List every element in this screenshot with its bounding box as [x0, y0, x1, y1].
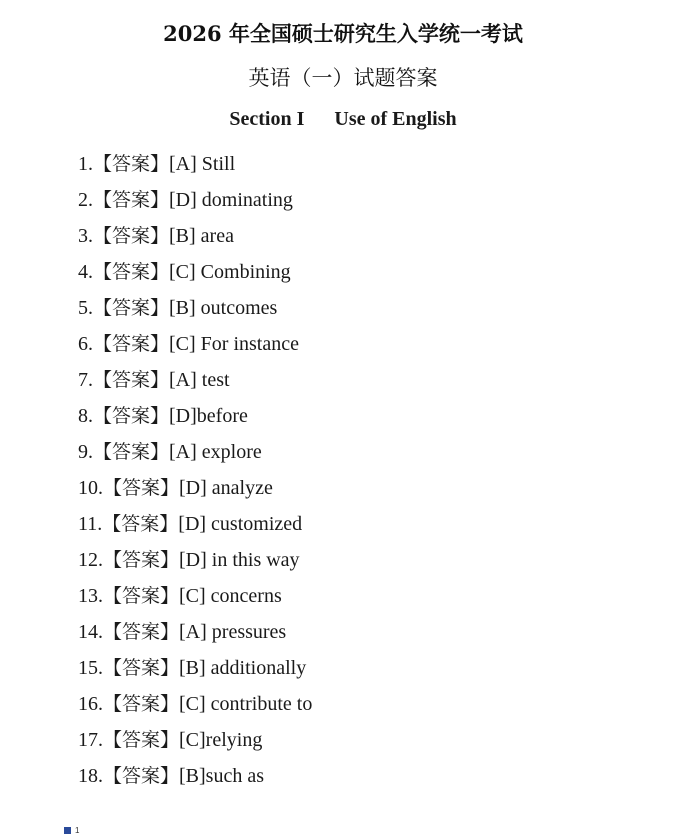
answer-number: 12. — [78, 549, 103, 571]
answer-value: [B] additionally — [179, 657, 307, 679]
answer-tag: 【答案】 — [103, 549, 180, 571]
answer-number: 6. — [78, 333, 93, 355]
answer-number: 4. — [78, 261, 93, 283]
answer-value: [D] in this way — [179, 549, 300, 571]
answer-tag: 【答案】 — [103, 477, 180, 499]
answer-item — [78, 580, 312, 616]
page-marker-icon — [64, 827, 71, 834]
answer-item — [78, 436, 312, 472]
answer-item — [78, 472, 312, 508]
answer-number: 16. — [78, 693, 103, 715]
answer-item — [78, 328, 312, 364]
answer-item — [78, 508, 312, 544]
answer-item — [78, 616, 312, 652]
answer-value: [A] test — [169, 369, 230, 391]
answer-value: [D]before — [169, 405, 248, 427]
answer-number: 10. — [78, 477, 103, 499]
answer-number: 11. — [78, 513, 103, 535]
answer-value: [B]such as — [179, 765, 264, 787]
answer-number: 15. — [78, 657, 103, 679]
answer-item — [78, 688, 312, 724]
answer-tag: 【答案】 — [103, 693, 180, 715]
answer-tag: 【答案】 — [93, 297, 170, 319]
answer-item — [78, 544, 312, 580]
answer-value: [D] dominating — [169, 189, 293, 211]
answer-value: [D] customized — [178, 513, 303, 535]
answer-tag: 【答案】 — [93, 261, 170, 283]
answer-item — [78, 148, 312, 184]
answer-number: 18. — [78, 765, 103, 787]
answer-number: 7. — [78, 369, 93, 391]
answer-tag: 【答案】 — [93, 405, 170, 427]
answer-list — [78, 148, 312, 796]
answer-value: [D] analyze — [179, 477, 273, 499]
answer-value: [B] outcomes — [169, 297, 278, 319]
answer-value: [A] explore — [169, 441, 262, 463]
answer-item — [78, 256, 312, 292]
page-title: 2026 年全国硕士研究生入学统一考试 — [163, 21, 523, 46]
answer-number: 5. — [78, 297, 93, 319]
answer-item — [78, 364, 312, 400]
answer-number: 14. — [78, 621, 103, 643]
answer-number: 1. — [78, 153, 93, 175]
section-number: Section I — [229, 108, 305, 130]
answer-number: 13. — [78, 585, 103, 607]
answer-tag: 【答案】 — [103, 729, 180, 751]
answer-value: [C] contribute to — [179, 693, 313, 715]
answer-tag: 【答案】 — [103, 657, 180, 679]
answer-tag: 【答案】 — [103, 621, 180, 643]
answer-tag: 【答案】 — [93, 225, 170, 247]
answer-number: 17. — [78, 729, 103, 751]
page-footer — [64, 826, 79, 835]
answer-number: 2. — [78, 189, 93, 211]
answer-item — [78, 184, 312, 220]
answer-tag: 【答案】 — [93, 369, 170, 391]
answer-item — [78, 760, 312, 796]
section-name: Use of English — [334, 108, 457, 130]
answer-value: [C]relying — [179, 729, 263, 751]
answer-number: 8. — [78, 405, 93, 427]
page-subtitle: 英语（一）试题答案 — [248, 66, 438, 90]
page-number: 1 — [75, 826, 80, 835]
answer-tag: 【答案】 — [93, 333, 170, 355]
answer-item — [78, 652, 312, 688]
section-heading — [0, 108, 686, 131]
answer-number: 3. — [78, 225, 93, 247]
answer-value: [C] concerns — [179, 585, 282, 607]
answer-value: [A] Still — [169, 153, 236, 175]
answer-tag: 【答案】 — [93, 441, 170, 463]
answer-item — [78, 292, 312, 328]
answer-value: [C] For instance — [169, 333, 299, 355]
answer-number: 9. — [78, 441, 93, 463]
answer-tag: 【答案】 — [93, 153, 170, 175]
answer-value: [B] area — [169, 225, 234, 247]
answer-item — [78, 220, 312, 256]
answer-tag: 【答案】 — [103, 765, 180, 787]
answer-value: [A] pressures — [179, 621, 287, 643]
answer-item — [78, 724, 312, 760]
answer-item — [78, 400, 312, 436]
answer-tag: 【答案】 — [93, 189, 170, 211]
answer-tag: 【答案】 — [102, 513, 179, 535]
answer-tag: 【答案】 — [103, 585, 180, 607]
answer-value: [C] Combining — [169, 261, 291, 283]
